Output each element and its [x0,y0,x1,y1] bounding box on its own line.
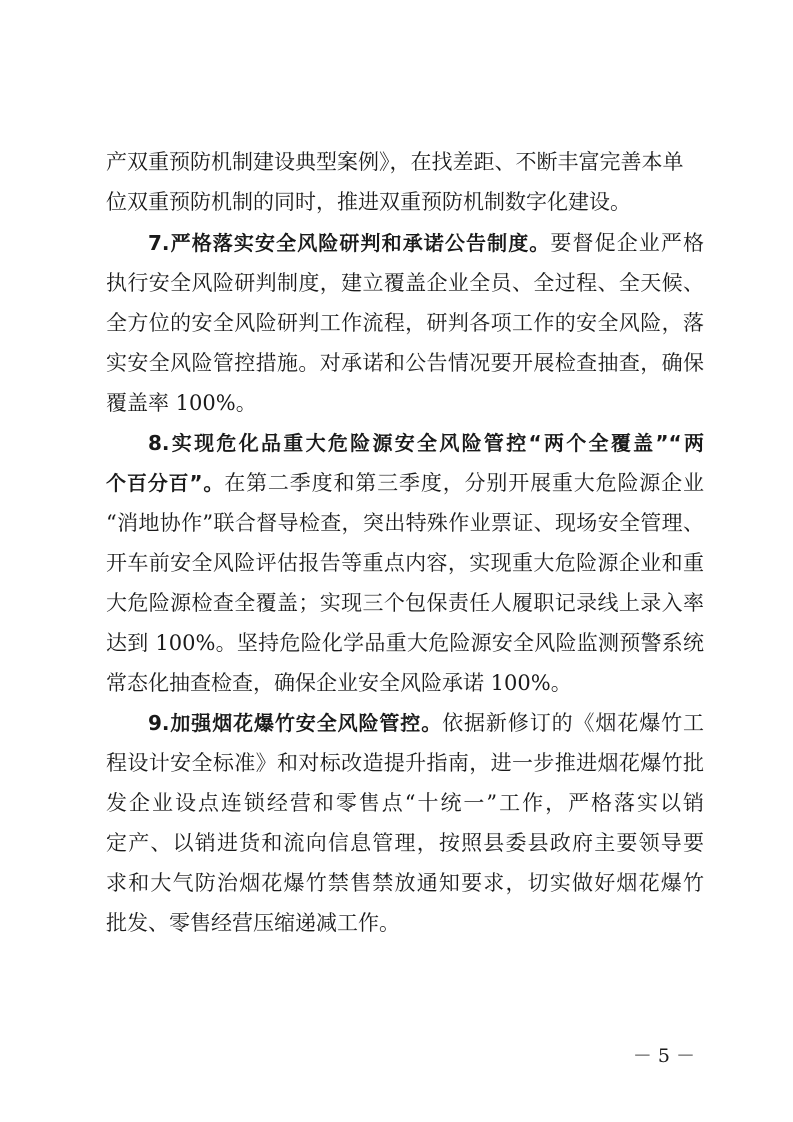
text-line-10 [106,509,704,539]
text-line-18 [106,829,704,859]
text-line-15 [148,709,704,739]
text-line-7 [106,389,704,419]
text-line-20 [106,909,704,939]
text-line-11 [106,549,704,579]
body-text: 覆盖率 100%。 [106,391,257,415]
text-line-6 [106,349,704,379]
body-text: 定产、以销进货和流向信息管理，按照县委县政府主要领导要 [106,831,704,855]
body-text: 位双重预防机制的同时，推进双重预防机制数字化建设。 [106,190,631,214]
body-text: 执行安全风险研判制度，建立覆盖企业全员、全过程、全天候、 [106,271,704,295]
text-line-3 [148,229,704,259]
section-heading-8-continued: 个百分百”。 [106,471,225,495]
text-line-19 [106,869,704,899]
body-text: 在第二季度和第三季度，分别开展重大危险源企业 [224,471,704,495]
section-heading-9: 9.加强烟花爆竹安全风险管控。 [148,711,443,735]
text-line-4 [106,269,704,299]
text-line-12 [106,589,704,619]
body-text: 程设计安全标准》和对标改造提升指南，进一步推进烟花爆竹批 [106,751,704,775]
section-heading-8: 8.实现危化品重大危险源安全风险管控“两个全覆盖”“两 [148,431,704,455]
section-heading-7: 7.严格落实安全风险研判和承诺公告制度。 [148,231,551,255]
body-text: 发企业设点连锁经营和零售点“十统一”工作，严格落实以销 [106,791,704,815]
text-line-8 [148,429,704,459]
body-text: 依据新修订的《烟花爆竹工 [442,711,705,735]
text-line-1 [106,148,704,178]
text-line-2 [106,188,704,218]
body-text: 产双重预防机制建设典型案例》，在找差距、不断丰富完善本单 [106,150,684,174]
body-text: 实安全风险管控措施。对承诺和公告情况要开展检查抽查，确保 [106,351,704,375]
body-text: 开车前安全风险评估报告等重点内容，实现重大危险源企业和重 [106,551,704,575]
page-number: － 5 － [632,1045,695,1067]
body-text: 要督促企业严格 [550,231,705,255]
body-text: 常态化抽查检查，确保企业安全风险承诺 100%。 [106,671,572,695]
text-line-5 [106,309,704,339]
text-line-9 [106,469,704,499]
body-text: 求和大气防治烟花爆竹禁售禁放通知要求，切实做好烟花爆竹 [106,871,704,895]
body-text: 批发、零售经营压缩递减工作。 [106,911,400,935]
body-text: 全方位的安全风险研判工作流程，研判各项工作的安全风险，落 [106,311,704,335]
body-text: 达到 100%。坚持危险化学品重大危险源安全风险监测预警系统 [106,631,704,655]
body-text: “消地协作”联合督导检查，突出特殊作业票证、现场安全管理、 [106,511,704,535]
body-text: 大危险源检查全覆盖；实现三个包保责任人履职记录线上录入率 [106,591,704,615]
text-line-16 [106,749,704,779]
text-line-14 [106,669,704,699]
text-line-17 [106,789,704,819]
text-line-13 [106,629,704,659]
